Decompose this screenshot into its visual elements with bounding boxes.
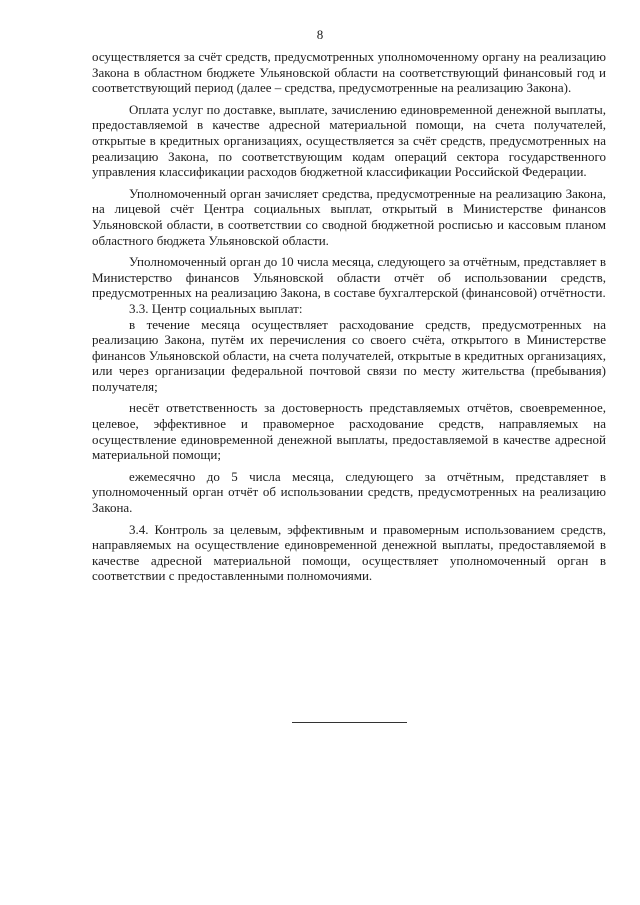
list-item-spending: в течение месяца осуществляет расходование средств, предусмотренных на реализацию Закона, путём их перечисления со своего счёта, открытого в Министерстве финансов Ульяновской области, на счета получателей, открытые в кредитных организациях, или через организации федеральной почтовой связи по месту жительства (пребывания) получателя; [92,316,606,394]
page-number: 8 [316,27,324,42]
section-3-4-control: 3.4. Контроль за целевым, эффективным и правомерным использованием средств, направляемых на осуществление единовременной денежной выплаты, предоставляемой в качестве адресной материальной помощи, осуществляет уполномоченный орган в соответствии с предоставленными полномочиями. [92,521,606,584]
paragraph-payment-services: Оплата услуг по доставке, выплате, зачислению единовременной денежной выплаты, предоставляемой в качестве адресной материальной помощи, на счета получателей, открытые в кредитных организациях, осуществляется за счёт средств, предусмотренных на реализацию Закона, по соответствующим кодам операций сектора государственного управления классификации расходов бюджетной классификации Российской Федерации. [92,101,606,180]
end-divider-line [292,722,407,723]
document-body [92,49,606,584]
paragraph-report-deadline: Уполномоченный орган до 10 числа месяца, следующего за отчётным, представляет в Министерство финансов Ульяновской области отчёт об использовании средств, предусмотренных на реализацию Закона, в составе бухгалтерской (финансовой) отчётности. [92,254,606,301]
list-item-monthly-report: ежемесячно до 5 числа месяца, следующего за отчётным, представляет в уполномоченный орган отчёт об использовании средств, предусмотренных на реализацию Закона. [92,468,606,516]
list-item-responsibility: несёт ответственность за достоверность представляемых отчётов, своевременное, целевое, эффективное и правомерное расходование средств, направляемых на осуществление единовременной денежной выплаты, предоставляемой в качестве адресной материальной помощи; [92,400,606,463]
paragraph-funds-transfer: Уполномоченный орган зачисляет средства, предусмотренные на реализацию Закона, на лицевой счёт Центра социальных выплат, открытый в Министерстве финансов Ульяновской области, в соответствии со сводной бюджетной росписью и кассовым планом областного бюджета Ульяновской области. [92,185,606,248]
section-heading-3-3: 3.3. Центр социальных выплат: [129,300,303,316]
paragraph-continuation: осуществляется за счёт средств, предусмотренных уполномоченному органу на реализацию Закона в областном бюджете Ульяновской области на соответствующий финансовый год и соответствующий период (далее – средства, предусмотренные на реализацию Закона). [92,49,606,96]
